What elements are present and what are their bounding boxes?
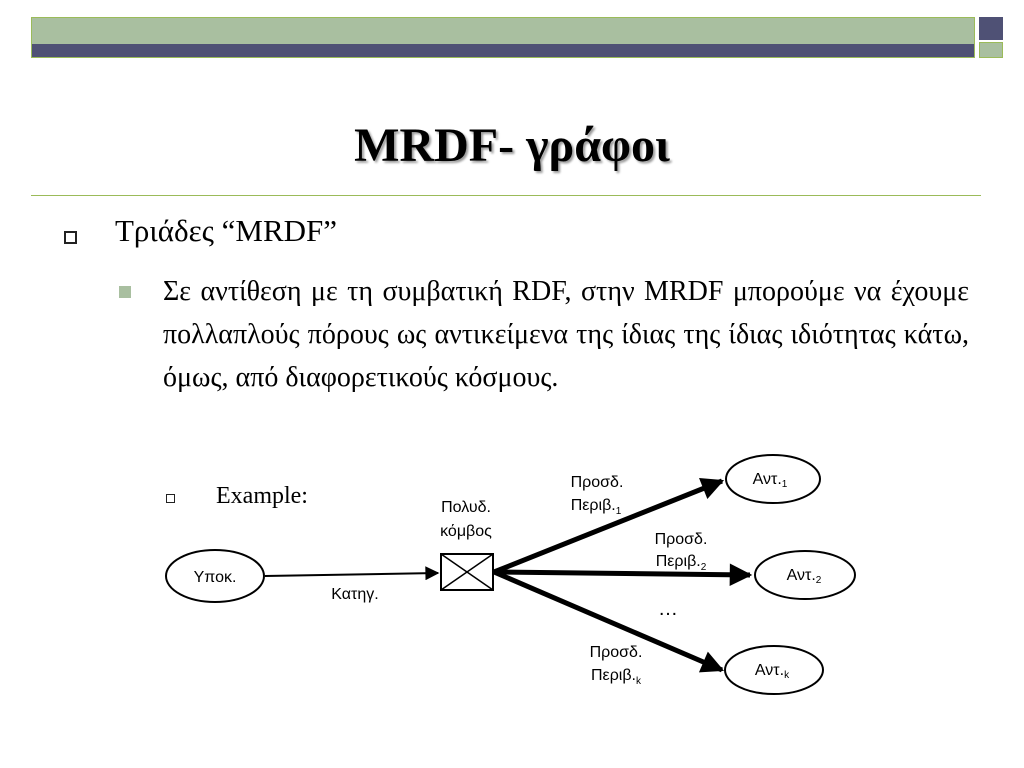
objectk-label: Αντ.k (754, 662, 790, 681)
edge2-label-line1: Προσδ. (654, 531, 708, 548)
predicate-label: Κατηγ. (331, 586, 379, 603)
slide-title: MRDF- γράφοι (354, 119, 670, 172)
bullet-level2-text: Σε αντίθεση με τη συμβατική RDF, στην MRDF μπορούμε να έχουμε πολλαπλούς πόρους ως αντικείμενα της ίδιας της ίδιας ιδιότητας κάτω, όμως, από διαφορετικούς κόσμους. (163, 276, 969, 393)
edge1-label-line1: Προσδ. (570, 474, 624, 491)
subject-label: Υποκ. (193, 569, 237, 586)
bullet-level3-text: Example: (216, 483, 308, 509)
context-edge-2 (494, 572, 750, 575)
predicate-arrow (265, 573, 438, 576)
edgek-label-line2: $\Pi\varepsilon\rho\iota\beta._k$ (591, 667, 641, 687)
more-edges-ellipsis: … (658, 598, 678, 620)
object2-label: Αντ.2 (786, 567, 822, 586)
bullet-level1-text: Τριάδες “MRDF” (115, 213, 338, 248)
node-label-line1: Πολυδ. (441, 499, 491, 516)
edge2-label-line2: $\Pi\varepsilon\rho\iota\beta._2$ (655, 553, 707, 573)
object1-label: Αντ.1 (752, 471, 788, 490)
edge1-label-line2: $\Pi\varepsilon\rho\iota\beta._1$ (570, 497, 622, 517)
node-label-line2: κόμβος (440, 523, 492, 540)
edgek-label-line1: Προσδ. (589, 644, 643, 661)
